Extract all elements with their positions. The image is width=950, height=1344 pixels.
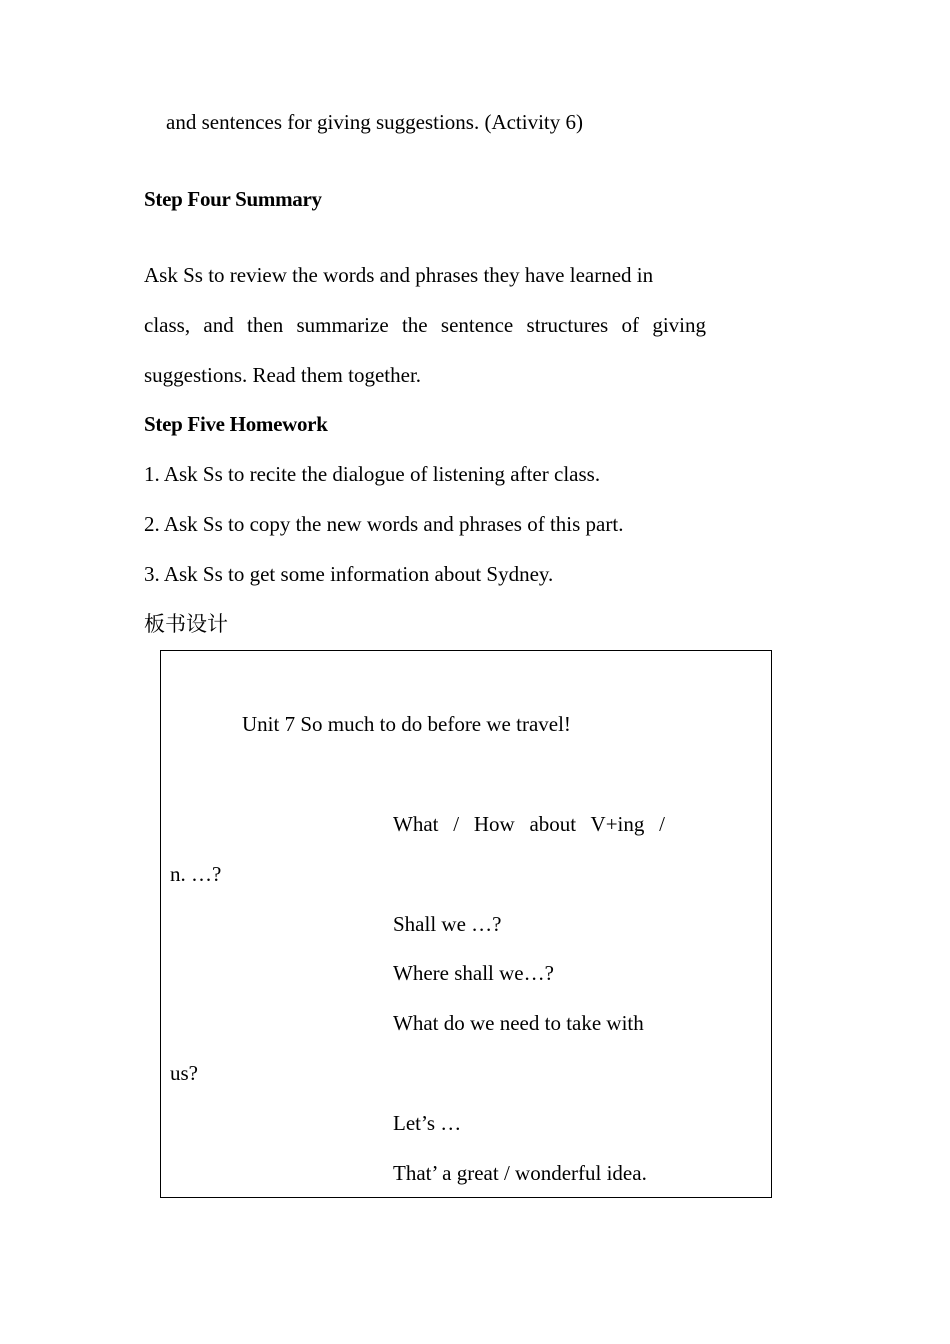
board-title: Unit 7 So much to do before we travel! xyxy=(242,712,571,736)
board-line-great-idea: That’ a great / wonderful idea. xyxy=(393,1161,647,1185)
homework-item-1: 1. Ask Ss to recite the dialogue of listening after class. xyxy=(144,462,601,486)
board-line-what-how-about: What / How about V+ing / xyxy=(393,812,665,836)
board-design-box xyxy=(160,650,772,1198)
intro-continuation: and sentences for giving suggestions. (Activity 6) xyxy=(166,110,584,134)
board-line-noun: n. …? xyxy=(170,862,222,886)
board-line-shall-we: Shall we …? xyxy=(393,912,502,936)
board-line-where-shall-we: Where shall we…? xyxy=(393,961,554,985)
step-four-heading: Step Four Summary xyxy=(144,187,322,211)
step-four-paragraph-line-2: class, and then summarize the sentence structures of giving xyxy=(144,313,706,337)
step-four-paragraph-line-1: Ask Ss to review the words and phrases they have learned in xyxy=(144,263,654,287)
board-line-what-do-we-need: What do we need to take with xyxy=(393,1011,644,1035)
step-five-heading: Step Five Homework xyxy=(144,412,328,436)
board-line-lets: Let’s … xyxy=(393,1111,462,1135)
board-design-heading: 板书设计 xyxy=(144,612,228,636)
homework-item-2: 2. Ask Ss to copy the new words and phrases of this part. xyxy=(144,512,624,536)
board-line-us: us? xyxy=(170,1061,198,1085)
step-four-paragraph-line-3: suggestions. Read them together. xyxy=(144,363,422,387)
homework-item-3: 3. Ask Ss to get some information about Sydney. xyxy=(144,562,554,586)
